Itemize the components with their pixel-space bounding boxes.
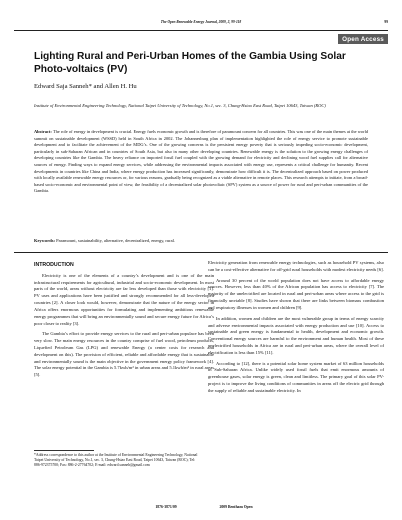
running-header [14, 20, 388, 30]
publisher: 2009 Bentham Open [219, 505, 253, 509]
abstract-label: Abstract: [34, 129, 52, 134]
keywords [34, 238, 368, 243]
paragraph: Around 30 percent of the world population does not have access to affordable energy sources. However, less than 40% of the African population has access to electricity [7]. The majority of the unelectrified are located in rural and peri-urban areas where access to the grid is financially unviable [8]. Studies have shown that there are links between biomass combustion and respiratory illnesses in women and children [9]. [208, 277, 384, 310]
affiliation: Institute of Environmental Engineering Technology, National Taipei University of Technology, No.1, sec. 3, Chung-Hsiao East Road, Taipei 10643, Taiwan (ROC) [34, 103, 326, 108]
footnote: *Address correspondence to this author at the Institute of Environmental Engineering Technology, National Taipei University of Technology, No.1, sec. 3, Chung-Hsiao East Road, Taipei 10643, Taiwan (ROC); Tel: 886-972375700; Fax: 886-2-27764702; E-mail: edward.sanneh@gmail.com [34, 453, 198, 468]
paragraph: According to [12], there is a potential solar home system market of 63 million households in Sub-Saharan Africa. Unlike widely used fossil fuels that emit enormous amounts of greenhouse gases, solar energy is green, clean and limitless. The primary goal of this solar PV-project is to improve the living conditions of communities in areas off the electric grid through the supply of reliable and sustainable electricity. In [208, 360, 384, 393]
keywords-label: Keywords: [34, 238, 55, 243]
section-heading: INTRODUCTION [34, 262, 74, 268]
issn: 1876-3871/09 [155, 505, 177, 509]
section-rule [14, 252, 388, 253]
abstract [34, 129, 368, 195]
page-number: 99 [384, 20, 388, 24]
open-access-badge: Open Access [338, 34, 388, 44]
paragraph: In addition, women and children are the most vulnerable group in terms of energy scarcity and adverse environmental impacts associated with energy production and use [10]. Access to sustainable and green energy is fundamental to health, development and economic growth. Conventional energy sources are harmful to the environment and human health. Most of these unelectrified households in Africa are in rural and peri-urban areas, where the overall level of electrification is less than 15% [11]. [208, 315, 384, 355]
keywords-text: Paramount, sustainability, alternative, decentralized, energy, rural. [56, 238, 176, 243]
right-column [208, 260, 384, 399]
footnote-rule [34, 450, 94, 451]
paper-title: Lighting Rural and Peri-Urban Homes of the Gambia Using Solar Photo-voltaics (PV) [34, 51, 346, 75]
paragraph: Electricity is one of the elements of a country’s development and is one of the main infrastructural requirements for agricultural, industrial and socio-economic development. In most parts of the world, areas without electricity are far less developed than those with electricity [1]. PV uses and applications have been justified and strongly recommended for all less-developed countries [2]. A closer look would, however, demonstrate that the nature of the energy sector in Africa offers enormous opportunities for formulating and implementing ambitious renewable energy programmes that will bring an environmentally sound and secure energy future for Africa’s poor closer to reality [3]. [34, 272, 214, 326]
paragraph: Electricity generation from renewable energy technologies, such as household PV systems, also can be a cost-effective alternative for off-grid rural households with modest electricity needs [6]. [208, 260, 384, 272]
left-column [34, 262, 214, 383]
journal-citation: The Open Renewable Energy Journal, 2009, 2, 99-118 [160, 20, 242, 24]
author-list: Edward Saja Sanneh* and Allen H. Hu [34, 83, 137, 90]
paragraph: The Gambia’s effort to provide energy services to the rural and peri-urban populace has been very slow. The main energy resources in the country comprise of fuel wood, petroleum products, Liquefied Petroleum Gas (LPG) and renewable Energy (a center costs for research and development on this). The provision of efficient, reliable and affordable energy that is sustainable and environmentally sound is the main objective in the government energy policy framework [4]. The solar energy potential in the Gambia is 5.7kwh/m² in urban areas and 5.1kwh/m² in rural areas [5]. [34, 331, 214, 378]
header-rule [14, 30, 388, 31]
abstract-text: The role of energy in development is crucial. Energy fuels economic growth and is therefore of paramount concern for all countries. This was one of the main themes at the world summit on sustainable development (WSSD) held in South Africa in 2002. The Johannesburg plan of implementation highlighted the role of energy service to promote sustainable development and to facilitate the achievement of the MDG’s. One of the growing concerns is the persistent energy poverty that is seriously impeding socio-economic development, particularly in sub-Saharan African and in countries of South Asia, but also in many other developing countries. Renewable energy is the solution to the growing energy challenges of developing countries like the Gambia. The heavy reliance on imported fossil fuel coupled with the growing demand for electricity and declining wood fuel supplies call for alternative sources of energy. Finding ways to expand energy services, while addressing the environmental impacts associated with energy use, represents a critical challenge for humanity. Recent developments in countries like China and India, where energy production has increased significantly, demonstrate how difficult it is. The decentralized approach based on power produced with locally available renewable energy resources or, for various reasons, gradually being recognized as a viable alternative in remote places. This research attempts to initiate, from a broad-based socio-economic and environmental point of view, the feasibility of a decentralized solar photovoltaic (SPV) system as a source of power for rural and peri-urban communities of the Gambia. [34, 129, 368, 194]
